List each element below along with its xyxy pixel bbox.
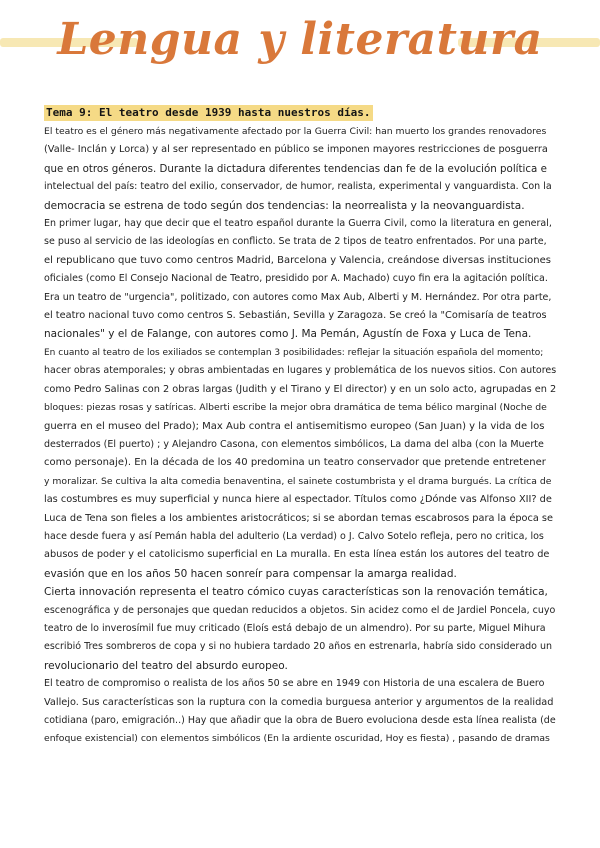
text-line: democracia se estrena de todo según dos tendencias: la neorrealista y la neovanguardista. [44,199,525,212]
page-title: Lengua y literatura [57,14,543,65]
text-line: El teatro de compromiso o realista de los años 50 se abre en 1949 con Historia de una escalera de Buero [44,678,545,690]
text-line: oficiales (como El Consejo Nacional de Teatro, presidido por A. Machado) cuyo fin era la agitación política. [44,273,548,285]
paragraph [44,675,556,749]
text-line: Vallejo. Sus características son la ruptura con la comedia burguesa anterior y argumentos de la realidad [44,696,554,708]
paragraph [44,583,556,675]
document-body [44,101,556,749]
text-line: hace desde fuera y así Pemán habla del adulterio (La verdad) o J. Calvo Sotelo refleja, pero no critica, los [44,530,544,542]
text-line: Era un teatro de "urgencia", politizado, con autores como Max Aub, Alberti y M. Hernández. Por otra parte, [44,291,552,303]
text-line: cotidiana (paro, emigración..) Hay que añadir que la obra de Buero evoluciona desde esta línea realista (de [44,715,556,726]
text-line: abusos de poder y el catolicismo superficial en La muralla. En esta línea están los autores del teatro de [44,549,550,561]
text-line: como Pedro Salinas con 2 obras largas (Judith y el Tirano y El director) y en un solo acto, agrupadas en 2 [44,383,557,395]
text-line: teatro de lo inverosímil fue muy criticado (Eloís está debajo de un almendro). Por su parte, Miguel Mihura [44,622,546,634]
text-line: En cuanto al teatro de los exiliados se contemplan 3 posibilidades: reflejar la situación española del momento; [44,347,544,358]
text-line: escribió Tres sombreros de copa y si no hubiera tardado 20 años en estrenarla, habría sido considerado un [44,641,553,653]
page-header [0,0,600,92]
text-line: revolucionario del teatro del absurdo europeo. [44,659,288,672]
paragraph [44,123,556,215]
text-line: En primer lugar, hay que decir que el teatro español durante la Guerra Civil, como la literatura en general, [44,218,552,230]
text-line: Luca de Tena son fieles a los ambientes aristocráticos; si se abordan temas escabrosos para la época se [44,512,553,524]
text-line: (Valle- Inclán y Lorca) y al ser representado en público se imponen mayores restricciones de posguerra [44,144,548,156]
text-line: y moralizar. Se cultiva la alta comedia benaventina, el sainete costumbrista y el drama burgués. La crítica de [44,475,552,487]
text-line: nacionales" y el de Falange, con autores como J. Ma Pemán, Agustín de Foxa y Luca de Tena. [44,328,532,341]
text-line: enfoque existencial) con elementos simbólicos (En la ardiente oscuridad, Hoy es fiesta) , pasando de dramas [44,733,550,745]
text-line: Cierta innovación representa el teatro cómico cuyas características son la renovación temática, [44,586,548,599]
text-line: guerra en el museo del Prado); Max Aub contra el antisemitismo europeo (San Juan) y la vida de los [44,420,545,432]
topic-heading: Tema 9: El teatro desde 1939 hasta nuestros días. [46,106,371,119]
text-line: El teatro es el género más negativamente afectado por la Guerra Civil: han muerto los grandes renovadores [44,126,547,137]
paragraph [44,215,556,344]
text-line: el teatro nacional tuvo como centros S. Sebastián, Sevilla y Zaragoza. Se creó la "Comisaría de teatros [44,310,547,322]
text-line: que en otros géneros. Durante la dictadura diferentes tendencias dan fe de la evolución política e [44,162,547,175]
text-line: bloques: piezas rosas y satíricas. Alberti escribe la mejor obra dramática de tema bélico marginal (Noche de [44,402,547,414]
text-line: como personaje). En la década de los 40 predomina un teatro conservador que pretende entretener [44,457,546,469]
text-line: se puso al servicio de las ideologías en conflicto. Se trata de 2 tipos de teatro enfrentados. Por una parte, [44,236,547,248]
paragraph [44,344,556,583]
text-line: desterrados (El puerto) ; y Alejandro Casona, con elementos simbólicos, La dama del alba (con la Muerte [44,438,544,450]
paragraph-container [44,123,556,749]
text-line: intelectual del país: teatro del exilio, conservador, de humor, realista, experimental y vanguardista. Con la [44,181,552,193]
text-line: hacer obras atemporales; y obras ambientadas en lugares y problemática de los nuevos sitios. Con autores [44,365,557,377]
text-line: las costumbres es muy superficial y nunca hiere al espectador. Títulos como ¿Dónde vas Alfonso XII? de [44,494,552,506]
text-line: el republicano que tuvo como centros Madrid, Barcelona y Valencia, creándose diversas instituciones [44,254,551,266]
text-line: escenográfica y de personajes que quedan reducidos a objetos. Sin acidez como el de Jardiel Poncela, cuyo [44,604,556,616]
text-line: evasión que en los años 50 hacen sonreír para compensar la amarga realidad. [44,567,457,580]
